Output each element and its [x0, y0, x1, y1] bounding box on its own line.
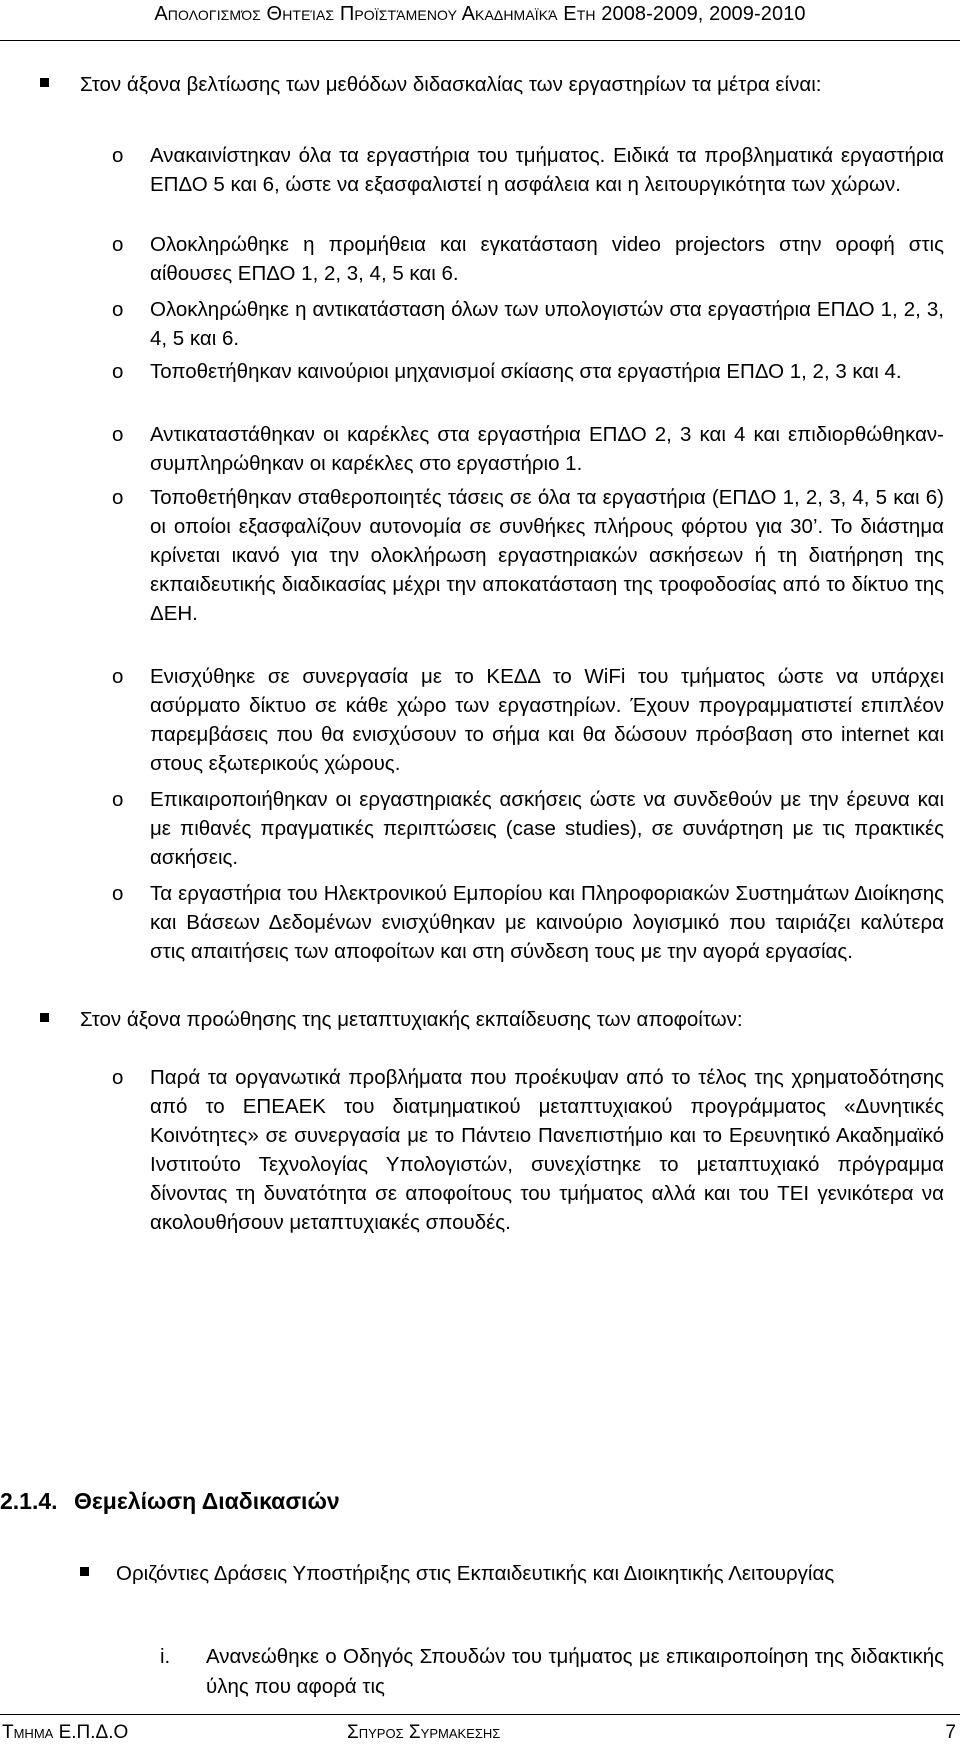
section2-intro: Στον άξονα προώθησης της μεταπτυχιακής εκπαίδευσης των αποφοίτων:: [80, 1008, 743, 1031]
section3-intro: Οριζόντιες Δράσεις Υποστήριξης στις Εκπαιδευτικής και Διοικητικής Λειτουργίας: [116, 1562, 835, 1585]
square-bullet-icon: [40, 78, 49, 87]
section1-item-1: Ανακαινίστηκαν όλα τα εργαστήρια του τμήματος. Ειδικά τα προβληματικά εργαστήρια ΕΠΔΟ 5 και 6, ώστε να εξασφαλιστεί η ασφάλεια και η λειτουργικότητα των χώρων.: [150, 144, 944, 196]
heading-title: Θεμελίωση Διαδικασιών: [74, 1488, 340, 1514]
section1-item-3: Ολοκληρώθηκε η αντικατάσταση όλων των υπολογιστών στα εργαστήρια ΕΠΔΟ 1, 2, 3, 4, 5 και 6.: [150, 298, 944, 350]
header-title: Απολογισμός Θητείας Προϊστάμενου Ακαδημαϊκά Ετη 2008-2009, 2009-2010: [154, 3, 806, 25]
page-footer: [0, 1714, 960, 1749]
circle-bullet-icon: o: [112, 360, 124, 383]
circle-bullet-icon: o: [112, 423, 124, 446]
section3-roman-item: Ανανεώθηκε ο Οδηγός Σπουδών του τμήματος με επικαιροποίηση της διδακτικής ύλης που αφορά τις: [206, 1645, 944, 1698]
square-bullet-icon: [80, 1567, 89, 1576]
circle-bullet-icon: o: [112, 233, 124, 256]
section1-item-9: Τα εργαστήρια του Ηλεκτρονικού Εμπορίου και Πληροφοριακών Συστημάτων Διοίκησης και Βάσεων Δεδομένων ενισχύθηκαν με καινούριο λογισμικό που ταιριάζει καλύτερα στις απαιτήσεις των αποφοίτων και στη σύνδεση τους με την αγορά εργασίας.: [150, 882, 944, 963]
section1-item-2: Ολοκληρώθηκε η προμήθεια και εγκατάσταση video projectors στην οροφή στις αίθουσες ΕΠΔΟ 1, 2, 3, 4, 5 και 6.: [150, 233, 944, 285]
page-header: [0, 0, 960, 41]
section1-intro: Στον άξονα βελτίωσης των μεθόδων διδασκαλίας των εργαστηρίων τα μέτρα είναι:: [80, 73, 822, 96]
circle-bullet-icon: o: [112, 882, 124, 905]
page-number: 7: [945, 1722, 956, 1743]
circle-bullet-icon: o: [112, 298, 124, 321]
square-bullet-icon: [40, 1013, 49, 1022]
circle-bullet-icon: o: [112, 1066, 124, 1089]
circle-bullet-icon: o: [112, 144, 124, 167]
circle-bullet-icon: o: [112, 788, 124, 811]
section1-item-8: Επικαιροποιήθηκαν οι εργαστηριακές ασκήσεις ώστε να συνδεθούν με την έρευνα και με πιθανές πραγματικές περιπτώσεις (case studies), σε συνάρτηση με τις πρακτικές ασκήσεις.: [150, 788, 944, 869]
footer-author: Σπυρος Συρμακεσης: [347, 1722, 501, 1743]
circle-bullet-icon: o: [112, 665, 124, 688]
footer-department: Τμημα Ε.Π.Δ.Ο: [2, 1722, 129, 1743]
section2-item-1: Παρά τα οργανωτικά προβλήματα που προέκυψαν από το τέλος της χρηματοδότησης από το ΕΠΕΑΕΚ του διατμηματικού μεταπτυχιακού προγράμματος «Δυνητικές Κοινότητες» σε συνεργασία με το Πάντειο Πανεπιστήμιο και το Ερευνητικό Ακαδημαϊκό Ινστιτούτο Τεχνολογίας Υπολογιστών, συνεχίστηκε το μεταπτυχιακό πρόγραμμα δίνοντας τη δυνατότητα σε αποφοίτους του τμήματος αλλά και του ΤΕΙ γενικότερα να ακολουθήσουν μεταπτυχιακές σπουδές.: [150, 1066, 944, 1234]
section1-item-5: Αντικαταστάθηκαν οι καρέκλες στα εργαστήρια ΕΠΔΟ 2, 3 και 4 και επιδιορθώθηκαν-συμπληρώθηκαν οι καρέκλες στο εργαστήριο 1.: [150, 423, 944, 475]
section1-item-7: Ενισχύθηκε σε συνεργασία με το ΚΕΔΔ το WiFi του τμήματος ώστε να υπάρχει ασύρματο δίκτυο σε κάθε χώρο των εργαστηρίων. Έχουν προγραμματιστεί επιπλέον παρεμβάσεις που θα ενισχύσουν το σήμα και θα δώσουν πρόσβαση στο internet και στους εξωτερικούς χώρους.: [150, 665, 944, 775]
circle-bullet-icon: o: [112, 486, 124, 509]
section1-item-6: Τοποθετήθηκαν σταθεροποιητές τάσεις σε όλα τα εργαστήρια (ΕΠΔΟ 1, 2, 3, 4, 5 και 6) οι οποίοι εξασφαλίζουν αυτονομία σε συνθήκες πλήρους φόρτου για 30’. Το διάστημα κρίνεται ικανό για την ολοκλήρωση εργαστηριακών ασκήσεων ή τη διατήρηση της εκπαιδευτικής διαδικασίας μέχρι την αποκατάσταση της τροφοδοσίας από το δίκτυο της ΔΕΗ.: [150, 486, 944, 625]
section1-item-4: Τοποθετήθηκαν καινούριοι μηχανισμοί σκίασης στα εργαστήρια ΕΠΔΟ 1, 2, 3 και 4.: [150, 360, 902, 383]
heading-number: 2.1.4.: [0, 1488, 58, 1514]
roman-numeral: i.: [160, 1645, 171, 1668]
